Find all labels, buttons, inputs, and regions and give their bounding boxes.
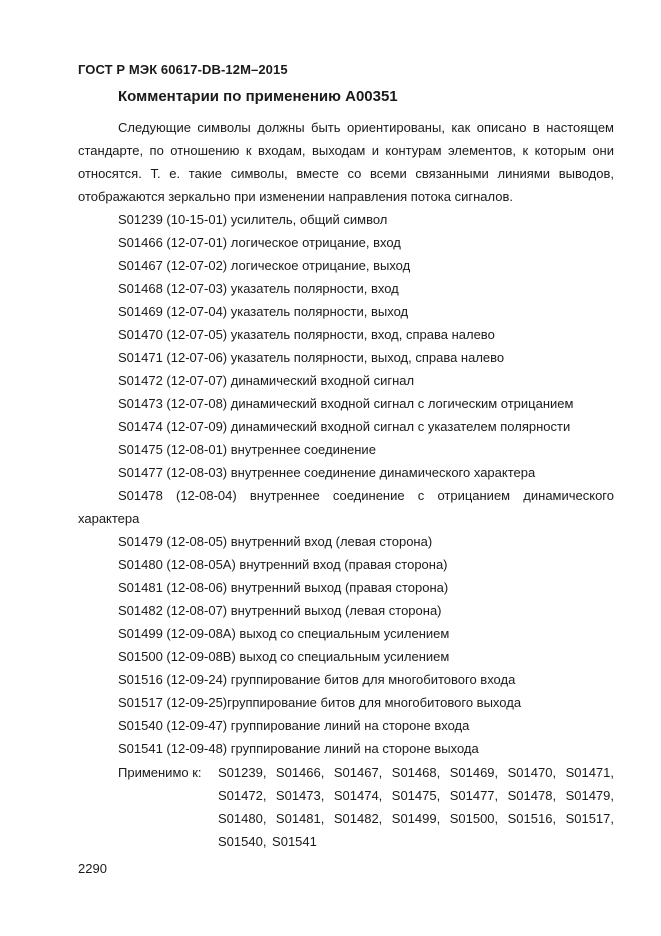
symbol-list-item: S01474 (12-07-09) динамический входной сигнал с указателем полярности (118, 419, 571, 434)
symbol-list-item: S01482 (12-08-07) внутренний выход (левая сторона) (118, 603, 442, 618)
symbol-list-item: S01466 (12-07-01) логическое отрицание, вход (118, 235, 401, 250)
symbol-list-item: S01480 (12-08-05A) внутренний вход (правая сторона) (118, 557, 448, 572)
document-body (78, 116, 614, 760)
page-number: 2290 (78, 861, 107, 876)
applies-to-label: Применимо к: (118, 765, 202, 780)
symbol-list-item: S01540 (12-09-47) группирование линий на стороне входа (118, 718, 470, 733)
symbol-list-item: S01475 (12-08-01) внутреннее соединение (118, 442, 376, 457)
symbol-list-item: S01469 (12-07-04) указатель полярности, выход (118, 304, 409, 319)
intro-paragraph: Следующие символы должны быть ориентированы, как описано в настоящем стандарте, по отношению к входам, выходам и контурам элементов, к которым они относятся. Т. е. такие символы, вместе со всеми связанными линиями выводов, отображаются зеркально при изменении направления потока сигналов. (78, 120, 614, 204)
symbol-list-item: S01478 (12-08-04) внутреннее соединение с отрицанием динамического характера (78, 488, 614, 526)
symbol-list-item: S01500 (12-09-08B) выход со специальным усилением (118, 649, 450, 664)
symbol-list-item: S01239 (10-15-01) усилитель, общий символ (118, 212, 388, 227)
symbol-list-item: S01472 (12-07-07) динамический входной сигнал (118, 373, 415, 388)
symbol-list-item: S01473 (12-07-08) динамический входной сигнал с логическим отрицанием (118, 396, 574, 411)
symbol-list-item: S01499 (12-09-08A) выход со специальным усилением (118, 626, 450, 641)
section-title: Комментарии по применению A00351 (118, 88, 398, 105)
applies-to-list: S01239, S01466, S01467, S01468, S01469, S01470, S01471, S01472, S01473, S01474, S01475, S01477, S01478, S01479, S01480, S01481, S01482, S01499, S01500, S01516, S01517, S01540, S01541 (218, 765, 614, 849)
standard-header: ГОСТ Р МЭК 60617-DB-12M–2015 (78, 62, 288, 77)
symbol-list-item: S01468 (12-07-03) указатель полярности, вход (118, 281, 399, 296)
symbol-list-item: S01516 (12-09-24) группирование битов для многобитового входа (118, 672, 516, 687)
symbol-list-item: S01479 (12-08-05) внутренний вход (левая сторона) (118, 534, 433, 549)
symbol-list-item: S01467 (12-07-02) логическое отрицание, выход (118, 258, 411, 273)
symbol-list-item: S01541 (12-09-48) группирование линий на стороне выхода (118, 741, 479, 756)
symbol-list-item: S01471 (12-07-06) указатель полярности, выход, справа налево (118, 350, 505, 365)
symbol-list-item: S01477 (12-08-03) внутреннее соединение динамического характера (118, 465, 536, 480)
symbol-list-item: S01517 (12-09-25)группирование битов для многобитового выхода (118, 695, 522, 710)
symbol-list-item: S01470 (12-07-05) указатель полярности, вход, справа налево (118, 327, 495, 342)
symbol-list-item: S01481 (12-08-06) внутренний выход (правая сторона) (118, 580, 449, 595)
